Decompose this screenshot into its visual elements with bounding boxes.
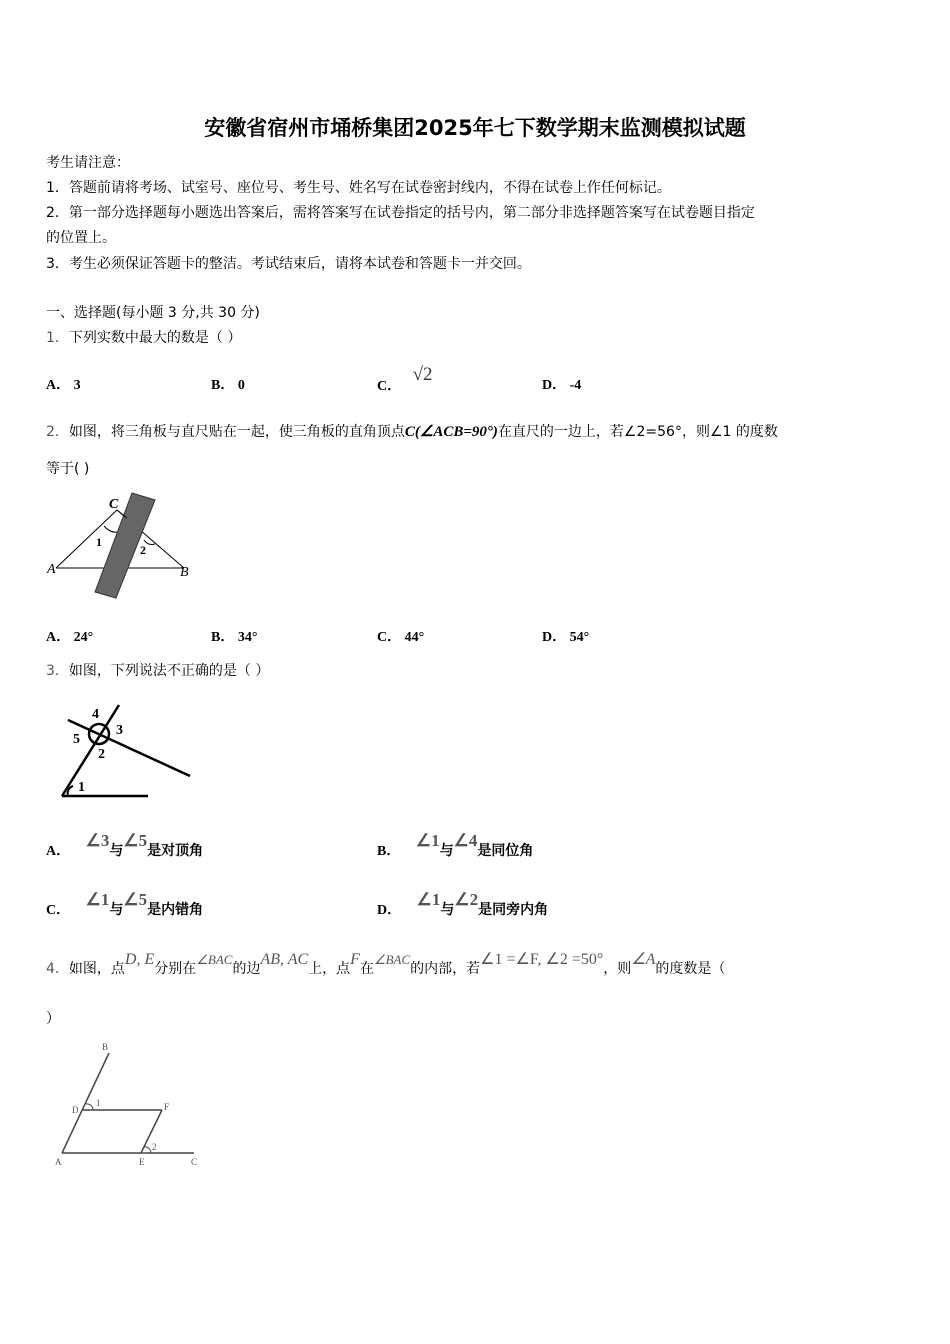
svg-text:2: 2 (140, 543, 146, 557)
svg-text:D: D (72, 1105, 79, 1115)
notice-item-3: 3．考生必须保证答题卡的整洁。考试结束后，请将本试卷和答题卡一并交回。 (46, 256, 531, 272)
q3-option-c[interactable]: C． ∠1与∠5是内错角 (46, 890, 204, 918)
section-heading: 一、选择题(每小题 3 分,共 30 分) (46, 305, 260, 321)
notice-heading: 考生请注意： (46, 155, 130, 171)
q1-option-c[interactable]: C． √2 (377, 364, 433, 394)
svg-text:4: 4 (92, 707, 99, 722)
page-title: 安徽省宿州市埇桥集团2025年七下数学期末监测模拟试题 (204, 116, 746, 140)
question-2: 2．如图，将三角板与直尺贴在一起，使三角板的直角顶点C(∠ACB=90°)在直尺的一边上，若∠2=56°，则∠1 的度数 (46, 424, 778, 440)
sqrt2-value: √2 (412, 364, 433, 385)
question-stem: 下列实数中最大的数是（ ） (68, 330, 242, 346)
q2-option-d[interactable]: D． 54° (542, 630, 590, 645)
label-c: C (109, 497, 119, 512)
notice-item-1: 1．答题前请将考场、试室号、座位号、考生号、姓名写在试卷密封线内，不得在试卷上作任何标记。 (46, 180, 671, 196)
q1-option-d[interactable]: D． -4 (542, 378, 582, 393)
q2-figure-triangle-ruler (44, 488, 204, 606)
q2-option-a[interactable]: A． 24° (46, 630, 94, 645)
question-2-line2: 等于( ) (46, 461, 90, 477)
svg-text:F: F (164, 1102, 170, 1112)
question-4-line2: ） (46, 1011, 60, 1027)
q2-option-b[interactable]: B． 34° (211, 630, 258, 645)
question-3: 3．如图，下列说法不正确的是（ ） (46, 663, 270, 679)
svg-text:3: 3 (116, 723, 123, 738)
svg-text:A: A (55, 1157, 62, 1167)
svg-text:2: 2 (152, 1142, 157, 1152)
q3-option-d[interactable]: D． ∠1与∠2是同旁内角 (377, 890, 549, 918)
label-a: A (47, 562, 56, 577)
q4-figure-parallelogram (44, 1038, 204, 1173)
question-number: 1． (46, 330, 69, 346)
q1-option-b[interactable]: B． 0 (211, 378, 245, 393)
q3-figure-angles (44, 688, 200, 803)
svg-text:C: C (191, 1157, 198, 1167)
q3-option-b[interactable]: B． ∠1与∠4是同位角 (377, 831, 534, 859)
notice-item-2: 2．第一部分选择题每小题选出答案后，需将答案写在试卷指定的括号内，第二部分非选择题答案写在试卷题目指定 (46, 205, 755, 221)
q2-option-c[interactable]: C． 44° (377, 630, 425, 645)
svg-text:1: 1 (96, 535, 102, 549)
question-4: 4．如图，点D, E分别在∠BAC的边AB, AC上，点F在∠BAC的内部，若∠1 =∠F, ∠2 =50°，则∠A的度数是（ (46, 951, 726, 977)
question-1 (46, 327, 241, 347)
label-b: B (180, 565, 189, 580)
svg-text:1: 1 (78, 780, 85, 795)
q3-option-a[interactable]: A． ∠3与∠5是对顶角 (46, 831, 204, 859)
svg-text:5: 5 (73, 732, 80, 747)
svg-text:E: E (139, 1157, 145, 1167)
q1-option-a[interactable]: A． 3 (46, 378, 81, 393)
svg-text:1: 1 (96, 1098, 101, 1108)
notice-item-2-cont: 的位置上。 (46, 230, 116, 246)
svg-text:2: 2 (98, 747, 105, 762)
svg-text:B: B (102, 1042, 109, 1052)
